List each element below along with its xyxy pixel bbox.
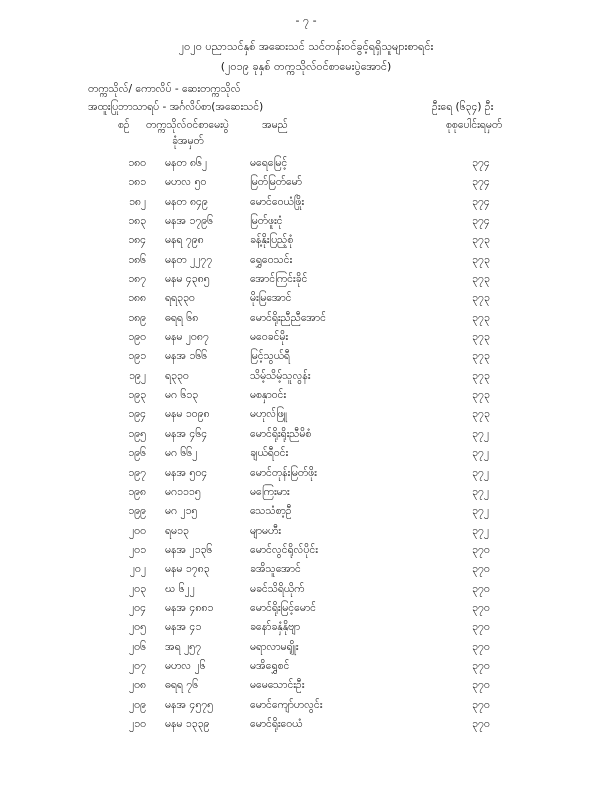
student-name: သိမ့်သိမ့်သူလွန်း [250,369,311,382]
roll-number: ရမ၁၃ [165,524,189,537]
table-row [0,464,612,483]
table-row [0,580,612,599]
row-number: ၁၉၁ [128,350,146,363]
total-score: ၃၇၃ [472,234,490,247]
table-row [0,715,612,734]
student-name: မောင်ရိုးဝေယံ [250,717,303,730]
roll-number: ဓရရ ၆၈ [165,311,199,324]
student-name: မိုးမြအောင် [250,292,292,305]
total-score: ၃၇၃ [472,331,490,344]
total-score: ၃၇၄ [472,195,490,208]
row-number: ၁၈၁ [128,176,146,189]
row-number: ၂၀၅ [129,621,146,634]
header-no: စဉ် [118,119,130,131]
student-name: သေသံစာ့ဦ [250,505,292,518]
total-score: ၃၇၃ [472,408,490,421]
table-row [0,193,612,212]
table-row [0,483,612,502]
table-row [0,405,612,424]
roll-number: မနတ ၂၂၇၇ [165,253,213,266]
table-row [0,444,612,463]
student-name: မောင်ရိုးညီညီအောင် [250,311,326,324]
page-number: - ၇ - [295,14,317,27]
row-number: ၂၀၀ [129,524,146,537]
total-score: ၃၇၃ [472,292,490,305]
total-score: ၃၇၀ [472,659,490,672]
row-number: ၁၈၆ [128,253,146,266]
row-number: ၁၉၆ [128,447,146,460]
roll-number: မနအ ၁၆၆ [165,350,208,363]
roll-number: မနအ ၄၁ [165,621,202,634]
roll-number: မနမ ၄၃၈၅ [165,273,210,286]
roll-number: မနအ ၂၁၃၆ [165,543,213,556]
student-name: မဝေခင်မိုး [250,331,288,344]
table-row [0,154,612,173]
student-name: မြတ်ဖူးငုံ [250,215,283,228]
table-row [0,386,612,405]
student-name: ရွှေဝေသင်း [250,253,293,266]
table-row [0,541,612,560]
total-score: ၃၇၂ [472,505,489,518]
header-name: အမည် [262,119,288,131]
total-score: ၃၇၀ [472,717,490,730]
total-score: ၃၇၀ [472,698,490,711]
student-name: ခအိသူအောင် [250,563,301,576]
total-score: ၃၇၀ [472,640,490,653]
total-score: ၃၇၀ [472,679,490,692]
roll-number: ရရ၃၃၀ [165,292,195,305]
total-score: ၃၇၂ [472,524,489,537]
row-number: ၁၈၇ [128,273,146,286]
table-row [0,638,612,657]
total-score: ၃၇၀ [472,621,490,634]
roll-number: မနမ ၁၀၉၈ [165,408,210,421]
total-score: ၃၇၃ [472,389,490,402]
row-number: ၁၉၇ [128,466,146,479]
student-name: မောင်ရိုးမြင့်မောင် [250,601,316,614]
roll-number: ဓရရ ၇၆ [165,679,199,692]
table-row [0,270,612,289]
row-number: ၁၈၂ [128,195,146,208]
row-number: ၁၉၈ [128,485,146,498]
header-score: စုစုပေါင်းရမှတ် [446,119,503,131]
roll-number: မနမ ၁၇၈၃ [165,563,210,576]
roll-number: မဟလ ၅၀ [165,176,207,189]
table-row [0,347,612,366]
quota-line: ဦးရေ (၆၃၄) ဦး [432,101,494,113]
roll-number: မနမ ၁၃၃၉ [165,717,210,730]
student-name: ခန့်နိုးပြည့်စုံ [250,234,294,247]
total-score: ၃၇၄ [472,157,490,169]
department-line: အထူးပြုဘာသာရပ် - အင်္ဂလိပ်စာ(အဆေးသင်) [88,101,264,113]
table-row [0,696,612,715]
row-number: ၂၀၄ [129,601,146,614]
student-name: ချယ်ရီဝင်း [250,447,289,460]
total-score: ၃၇၂ [472,427,489,440]
table-row [0,560,612,579]
roll-number: မနရ ၇၉၈ [165,234,204,247]
university-line: တက္ကသိုလ်/ ကောလိပ် - ဆေးတက္ကသိုလ် [88,83,241,95]
row-number: ၁၉၂ [129,369,146,382]
table-row [0,367,612,386]
row-number: ၁၉၄ [128,408,146,421]
total-score: ၃၇၀ [472,601,490,614]
student-name: မဟုလ်ဖြူ [250,408,287,421]
student-name: ခနော်ခနှံနိုဗျာ [250,621,301,634]
student-name: မြင့်သွယ်ရီ [250,350,290,363]
header-roll-sub: ခုံအမှတ် [172,135,204,147]
total-score: ၃၇၃ [472,350,490,363]
document-title: ၂၀၂၀ ပညာသင်နှစ် အဆေးသင် သင်တန်းဝင်ခွင့်ရရှိသူများစာရင်း [178,40,434,53]
total-score: ၃၇၄ [472,215,490,228]
table-row [0,657,612,676]
row-number: ၁၉၉ [128,505,146,518]
row-number: ၂၀၇ [129,659,146,672]
row-number: ၁၈၀ [128,157,146,169]
total-score: ၃၇၂ [472,447,489,460]
total-score: ၃၇၃ [472,273,490,286]
student-name: မစနှာဝင်း [250,389,287,402]
student-name: မရာလာမရျိုး [250,640,299,653]
roll-number: မဂ ၆၁၃ [165,389,199,402]
total-score: ၃၇၃ [472,369,490,382]
student-name: မခင်သိရိယိုက် [250,582,305,595]
row-number: ၂၀၆ [129,640,146,653]
roll-number: ရ၃၃၀ [165,369,189,382]
total-score: ၃၇၂ [472,466,489,479]
total-score: ၃၇၃ [472,253,490,266]
table-row [0,212,612,231]
student-name: အောင်ကြင်းခိုင် [250,273,308,286]
results-table [0,154,612,734]
student-name: မရေမြေင့် [250,157,288,169]
roll-number: မဂ ၆၆၂ [165,447,198,460]
student-name: မြတ်မြတ်မော် [250,176,302,189]
row-number: ၂၀၂ [129,563,146,576]
total-score: ၃၇၀ [472,563,490,576]
student-name: မကြေးမား [250,485,290,498]
roll-number: မနအ ၄၈၈၁ [165,601,214,614]
student-name: မောင်လွင်ရိုလ်ပိုင်း [250,543,318,556]
row-number: ၁၈၉ [128,311,146,324]
row-number: ၁၉၃ [128,389,146,402]
roll-number: မဂ၁၁၁၅ [165,485,201,498]
roll-number: မနအ ၅၀၄ [165,466,208,479]
student-name: မောင်ဝေယံဖြိုး [250,195,305,208]
student-name: မောင်ကျော်ဟလွင်း [250,698,323,711]
roll-number: မနမ ၂၀၈၇ [165,331,209,344]
student-name: မောင်တုန်းမြတ်ဖိုး [250,466,317,479]
student-name: မောင်ရိုးရိုးညီမိစံ [250,427,312,440]
total-score: ၃၇၂ [472,485,489,498]
table-row [0,502,612,521]
roll-number: အရ ၂၅၇ [165,640,201,653]
roll-number: ဃ ၆၂၂ [165,582,195,595]
roll-number: မနအ ၁၇၉၆ [165,215,214,228]
document-subtitle: (၂၀၁၉ ခုနှစ် တက္ကသိုလ်ဝင်စာမေးပွဲအောင်) [220,60,392,73]
student-name: မျာမဟီး [250,524,281,537]
row-number: ၂၁၀ [129,717,146,730]
table-row [0,309,612,328]
header-roll: တက္ကသိုလ်ဝင်စာမေးပွဲ [146,119,229,131]
student-name: မမေသောင်းဦး [250,679,305,692]
student-name: မအိရွှေစင် [250,659,290,672]
roll-number: မဂ ၂၁၅ [165,505,198,518]
row-number: ၂၀၈ [128,679,146,692]
table-row [0,173,612,192]
row-number: ၂၀၉ [129,698,146,711]
roll-number: မနတ ၈၄၉ [165,195,208,208]
table-row [0,231,612,250]
row-number: ၁၈၃ [128,215,146,228]
row-number: ၁၈၄ [128,234,146,247]
total-score: ၃၇၃ [472,311,490,324]
table-row [0,522,612,541]
total-score: ၃၇၄ [472,176,490,189]
roll-number: မနတ ၈၆၂ [165,157,208,169]
total-score: ၃၇၀ [472,543,490,556]
table-row [0,618,612,637]
table-row [0,425,612,444]
roll-number: မနအ ၄၅၇၅ [165,698,214,711]
table-row [0,251,612,270]
table-row [0,676,612,695]
row-number: ၂၀၃ [129,582,146,595]
roll-number: မနအ ၄၆၄ [165,427,208,440]
row-number: ၂၀၁ [129,543,146,556]
total-score: ၃၇၀ [472,582,490,595]
roll-number: မဟလ ၂၆ [165,659,206,672]
row-number: ၁၈၈ [128,292,146,305]
table-row [0,599,612,618]
table-row [0,289,612,308]
row-number: ၁၉၅ [128,427,146,440]
table-row [0,328,612,347]
row-number: ၁၉၀ [128,331,146,344]
